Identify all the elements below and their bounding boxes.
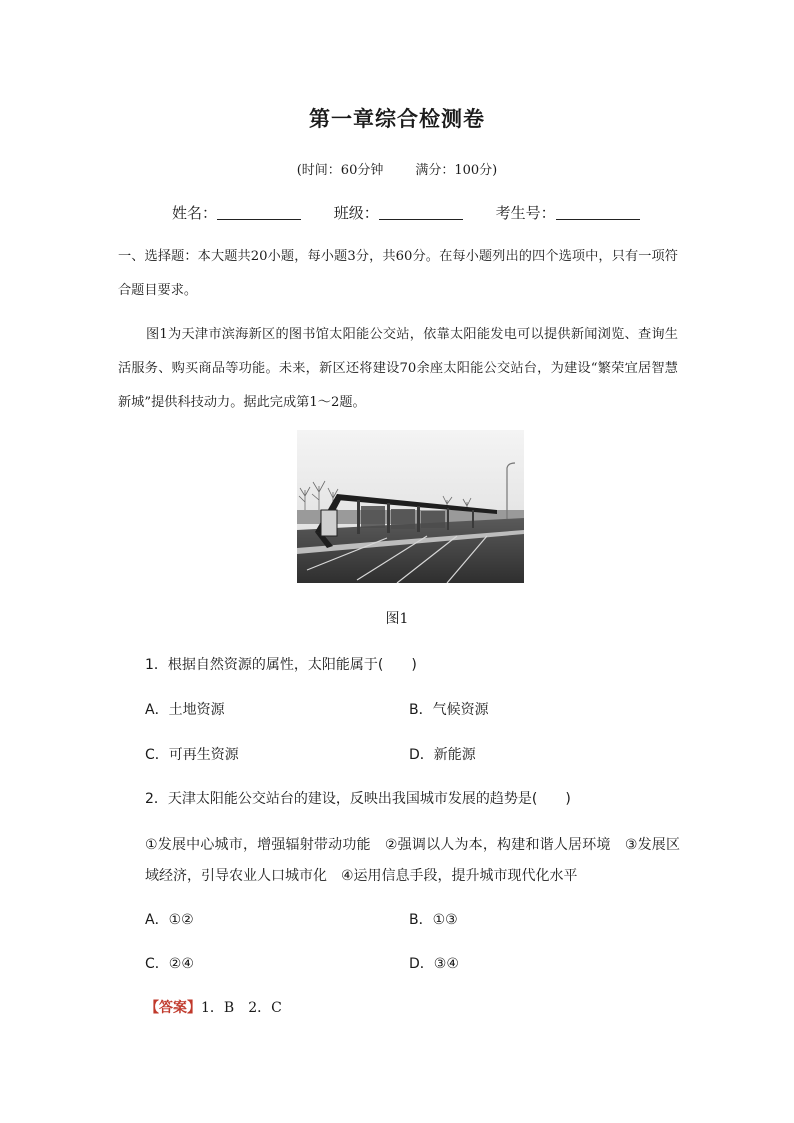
class-blank[interactable] — [379, 205, 463, 220]
question-2-option-a[interactable]: A．①② — [145, 912, 194, 928]
name-label: 姓名： — [172, 204, 218, 222]
question-1-option-c[interactable]: C．可再生资源 — [145, 747, 239, 763]
name-field — [172, 202, 301, 223]
student-id-field — [496, 202, 640, 223]
question-2-statements: ①发展中心城市，增强辐射带动功能 ②强调以人为本，构建和谐人居环境 ③发展区域经济，引导农业人口城市化 ④运用信息手段，提升城市现代化水平 — [145, 837, 680, 884]
question-2-option-d[interactable]: D．③④ — [409, 956, 459, 972]
figure-caption: 图1 — [385, 611, 409, 627]
class-label: 班级： — [333, 204, 379, 222]
question-1-option-d[interactable]: D．新能源 — [409, 747, 476, 763]
page-title: 第一章综合检测卷 — [309, 106, 485, 131]
student-info-row — [172, 202, 668, 223]
question-2-stem: 2．天津太阳能公交站台的建设，反映出我国城市发展的趋势是( ) — [145, 791, 571, 807]
student-id-blank[interactable] — [556, 205, 640, 220]
question-1-stem: 1．根据自然资源的属性，太阳能属于( ) — [145, 657, 417, 673]
question-stem-intro: 图1为天津市滨海新区的图书馆太阳能公交站，依靠太阳能发电可以提供新闻浏览、查询生活服务、购买商品等功能。未来，新区还将建设70余座太阳能公交站台，为建设“繁荣宜居智慧新城”提供科技动力。据此完成第1～2题。 — [118, 327, 678, 410]
exam-meta — [0, 159, 794, 178]
answer-text: 1．B 2．C — [201, 1000, 282, 1016]
time-limit: (时间：60分钟 — [296, 163, 384, 178]
full-score: 满分：100分) — [415, 163, 498, 178]
student-id-label: 考生号： — [495, 204, 556, 222]
solar-bus-stop-photo — [297, 430, 524, 583]
class-field — [334, 202, 463, 223]
question-1-option-b[interactable]: B．气候资源 — [409, 702, 489, 718]
answer-line — [145, 997, 282, 1017]
section-heading: 一、选择题：本大题共20小题，每小题3分，共60分。在每小题列出的四个选项中，只有一项符合题目要求。 — [118, 249, 678, 298]
name-blank[interactable] — [217, 205, 301, 220]
question-2-option-c[interactable]: C．②④ — [145, 956, 194, 972]
answer-label: 【答案】 — [145, 1000, 201, 1016]
question-1-option-a[interactable]: A．土地资源 — [145, 702, 225, 718]
question-2-option-b[interactable]: B．①③ — [409, 912, 458, 928]
